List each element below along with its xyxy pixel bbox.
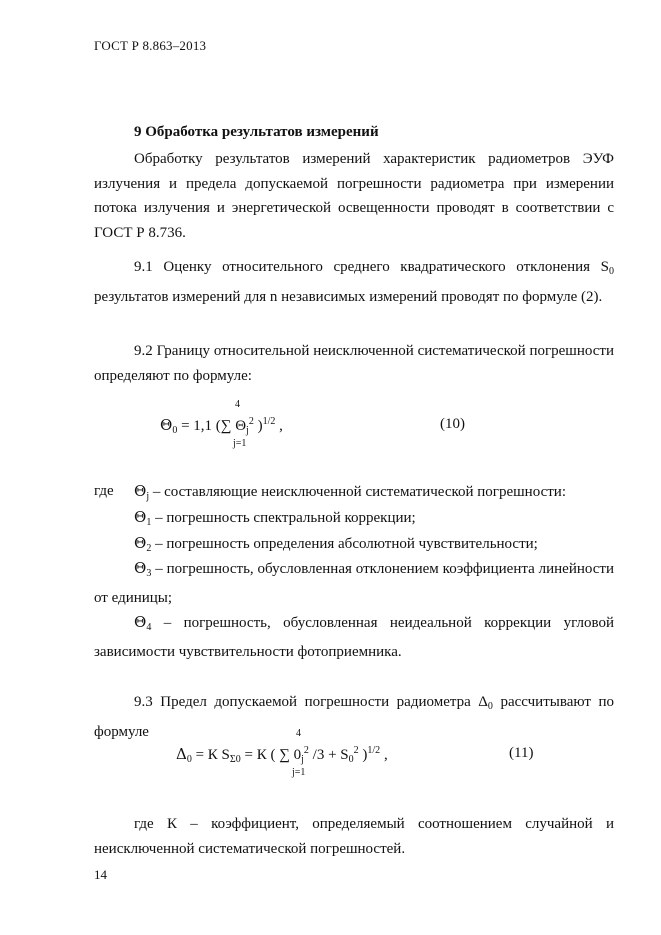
f10-exponent: 1/2 xyxy=(262,416,276,427)
formula-10-sum-lower-limit: j=1 xyxy=(233,438,247,449)
formula-11-sum-upper-limit: 4 xyxy=(296,728,301,739)
section-title: 9 Обработка результатов измерений xyxy=(134,124,379,140)
f10-tail: , xyxy=(275,418,283,434)
formula-11-number: (11) xyxy=(509,745,534,761)
where-theta-4: $\Theta_4$ – погрешность, обусловленная неидеальной коррекции угловой зависимости чувствительности фотоприемника. xyxy=(94,613,614,660)
formula-10-sum-upper-limit: 4 xyxy=(235,399,240,410)
paragraph-9-3: 9.3 Предел допускаемой погрешности радиометра $\Delta_0$ рассчитывают по формуле xyxy=(94,694,614,740)
p2-subscript: 0 xyxy=(609,266,614,277)
paragraph-9-2: 9.2 Границу относительной неисключенной систематической погрешности определяют по формуле: xyxy=(94,343,614,384)
page-number: 14 xyxy=(94,867,107,882)
p2-text-a: 9.1 Оценку относительного среднего квадратического отклонения S xyxy=(134,259,609,275)
formula-11-sum-lower-limit: j=1 xyxy=(292,767,306,778)
paragraph-intro: Обработку результатов измерений характеристик радиометров ЭУФ излучения и предела допускаемой погрешности радиометра при измерении потока излучения и энергетической освещенности проводят в соответствии с ГОСТ Р 8.736. xyxy=(94,151,614,241)
document-header: ГОСТ Р 8.863–2013 xyxy=(94,38,207,53)
f10-body-b: ) xyxy=(253,418,263,434)
paragraph-9-1 xyxy=(94,255,614,309)
f10-body-sub: j xyxy=(246,425,249,436)
formula-10-number: (10) xyxy=(440,416,465,432)
formula-11: $\Delta_0 = К$ $S_{\Sigma 0} = К$ ( ∑ $0_j^2$ $/3 + S_0^2$ )$^{1/2}$ , xyxy=(176,745,388,765)
f10-body-sup: 2 xyxy=(248,416,254,427)
where-theta-1: $\Theta_1$ – погрешность спектральной коррекции; xyxy=(134,508,416,528)
f10-lhs-sub: 0 xyxy=(172,425,178,436)
paragraph-k-definition: где К – коэффициент, определяемый соотношением случайной и неисключенной систематической погрешностей. xyxy=(94,816,614,857)
where-theta-2: $\Theta_2$ – погрешность определения абсолютной чувствительности; xyxy=(134,534,538,554)
where-theta-3: $\Theta_3$ – погрешность, обусловленная отклонением коэффициента линейности от единицы; xyxy=(94,559,614,606)
where-theta-j: $\Theta_j$ – составляющие неисключенной систематической погрешности: xyxy=(134,482,566,502)
where-label: где xyxy=(94,483,114,499)
p2-text-b: результатов измерений для n независимых измерений проводят по формуле (2). xyxy=(94,288,603,305)
formula-10 xyxy=(160,416,283,436)
f10-body-a: = 1,1 (∑ Θ xyxy=(177,418,247,434)
f10-lhs: Θ xyxy=(160,416,173,434)
